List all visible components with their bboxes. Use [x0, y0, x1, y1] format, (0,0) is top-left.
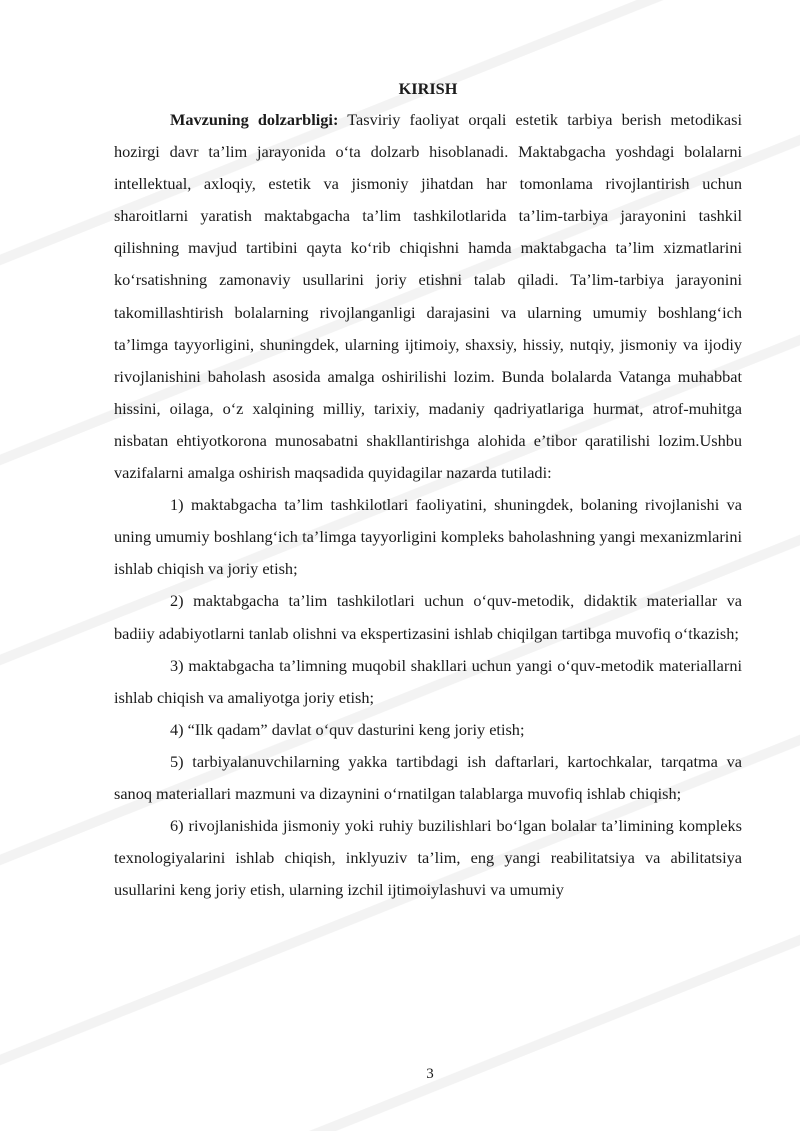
section-heading: KIRISH — [398, 79, 458, 98]
intro-text: Tasviriy faoliyat orqali estetik tarbiya berish metodikasi hozirgi davr ta’lim jarayonida o‘ta dolzarb hisoblanadi. Maktabgacha yoshdagi bolalarni intellektual, axloqiy, estetik va jismoniy jihatdan har tomonlama rivojlantirish uchun sharoitlarni yaratish maktabgacha ta’lim tashkilotlarida ta’lim-tarbiya jarayonini tashkil qilishning mavjud tartibini qayta ko‘rib chiqishni hamda maktabgacha ta’lim xizmatlarini ko‘rsatishning zamonaviy usullarini joriy etishni talab qiladi. Ta’lim-tarbiya jarayonini takomillashtirish bolalarning rivojlanganligi darajasini va ularning umumiy boshlang‘ich ta’limga tayyorligini, shuningdek, ularning ijtimoiy, shaxsiy, hissiy, nutqiy, jismoniy va ijodiy rivojlanishini baholash asosida amalga oshirilishi lozim. Bunda bolalarda Vatanga muhabbat hissini, oilaga, o‘z xalqining milliy, tarixiy, madaniy qadriyatlariga hurmat, atrof-muhitga nisbatan ehtiyotkorona munosabatni shakllantirishga alohida e’tibor qaratilishi lozim.Ushbu vazifalarni amalga oshirish maqsadida quyidagilar nazarda tutiladi: — [114, 110, 742, 483]
intro-label: Mavzuning dolzarbligi: — [170, 110, 339, 129]
list-item: 1) maktabgacha ta’lim tashkilotlari faoliyatini, shuningdek, bolaning rivojlanishi va uning umumiy boshlang‘ich ta’limga tayyorligini kompleks baholashning yangi mexanizmlarini ishlab chiqish va joriy etish; — [114, 495, 742, 579]
list-item: 5) tarbiyalanuvchilarning yakka tartibdagi ish daftarlari, kartochkalar, tarqatma va sanoq materiallari mazmuni va dizaynini o‘rnatilgan talablarga muvofiq ishlab chiqish; — [114, 751, 742, 803]
list-item: 2) maktabgacha ta’lim tashkilotlari uchun o‘quv-metodik, didaktik materiallar va badiiy adabiyotlarni tanlab olishni va ekspertizasini ishlab chiqilgan tartibga muvofiq o‘tkazish; — [114, 591, 742, 643]
list-item: 3) maktabgacha ta’limning muqobil shakllari uchun yangi o‘quv-metodik materiallarni ishlab chiqish va amaliyotga joriy etish; — [114, 655, 742, 707]
list-item: 4) “Ilk qadam” davlat o‘quv dasturini keng joriy etish; — [170, 719, 525, 739]
intro-paragraph — [114, 104, 742, 489]
document-body — [114, 74, 742, 906]
page-number: 3 — [426, 1066, 434, 1082]
list-item: 6) rivojlanishida jismoniy yoki ruhiy buzilishlari bo‘lgan bolalar ta’limining kompleks texnologiyalarini ishlab chiqish, inklyuziv ta’lim, eng yangi reabilitatsiya va abilitatsiya usullarini keng joriy etish, ularning izchil ijtimoiylashuvi va umumiy — [114, 816, 742, 900]
